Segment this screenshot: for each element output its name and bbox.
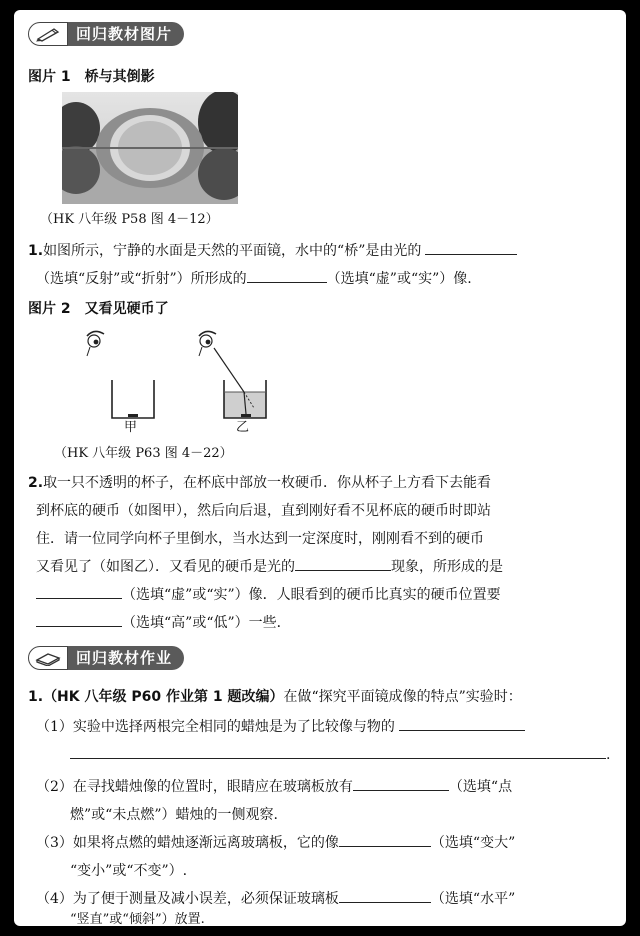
q1-line2: （选填“反射”或“折射”）所形成的 （选填“虚”或“实”）像. (36, 268, 472, 288)
coin-cup-diagram (78, 322, 278, 435)
light-ray (214, 348, 244, 392)
figure1-caption: （HK 八年级 P58 图 4－12） (40, 212, 219, 227)
answer-blank[interactable] (247, 268, 327, 283)
bridge-reflection-photo (62, 92, 238, 204)
answer-blank[interactable] (36, 612, 122, 627)
answer-blank[interactable] (295, 556, 391, 571)
q2-line1: 2.取一只不透明的杯子，在杯底中部放一枚硬币．你从杯子上方看下去能看 (28, 475, 492, 491)
q2-line2: 到杯底的硬币（如图甲），然后向后退，直到刚好看不见杯底的硬币时即站 (36, 503, 491, 519)
q2-line6: （选填“高”或“低”）一些． (36, 612, 291, 632)
hw1-part1: （1）实验中选择两根完全相同的蜡烛是为了比较像与物的 (36, 716, 525, 736)
hw1-part1-cont: . (70, 744, 610, 763)
answer-blank[interactable] (339, 832, 431, 847)
section-title: 回归教材作业 (68, 646, 184, 670)
label-jia: 甲 (124, 420, 138, 435)
eye-icon (199, 331, 216, 356)
answer-blank[interactable] (36, 584, 122, 599)
pencil-icon (28, 22, 68, 46)
answer-blank[interactable] (399, 716, 525, 731)
figure1-heading: 图片 1 桥与其倒影 (28, 69, 155, 85)
answer-blank[interactable] (339, 888, 431, 903)
eye-icon (87, 331, 104, 356)
answer-blank[interactable] (70, 744, 606, 759)
q2-line5: （选填“虚”或“实”）像．人眼看到的硬币比真实的硬币位置要 (36, 584, 501, 604)
hw1-part4: （4）为了便于测量及减小误差，必须保证玻璃板 （选填“水平” (36, 888, 515, 908)
q2-line3: 住．请一位同学向杯子里倒水，当水达到一定深度时，刚刚看不到的硬币 (36, 531, 484, 547)
worksheet-page (14, 10, 626, 926)
hw1-part3: （3）如果将点燃的蜡烛逐渐远离玻璃板，它的像 （选填“变大” (36, 832, 515, 852)
answer-blank[interactable] (425, 240, 517, 255)
label-yi: 乙 (236, 420, 250, 435)
section-title: 回归教材图片 (68, 22, 184, 46)
hw1-part4-cont: “竖直”或“倾斜”）放置. (70, 912, 205, 926)
q1-line1: 1.如图所示，宁静的水面是天然的平面镜，水中的“桥”是由光的 (28, 240, 517, 260)
book-icon (28, 646, 68, 670)
hw1-part2: （2）在寻找蜡烛像的位置时，眼睛应在玻璃板放有 （选填“点 (36, 776, 512, 796)
hw1-part2-cont: 燃”或“未点燃”）蜡烛的一侧观察. (70, 807, 278, 823)
hw1-part3-cont: “变小”或“不变”）. (70, 863, 188, 879)
hw1-line1: 1.（HK 八年级 P60 作业第 1 题改编）在做“探究平面镜成像的特点”实验时： (28, 689, 522, 705)
section-banner-textbook-figures (28, 22, 184, 46)
section-banner-textbook-homework (28, 646, 184, 670)
figure2-caption: （HK 八年级 P63 图 4－22） (54, 446, 233, 461)
q2-line4: 又看见了（如图乙）．又看见的硬币是光的 现象，所形成的是 (36, 556, 503, 576)
answer-blank[interactable] (353, 776, 449, 791)
figure2-heading: 图片 2 又看见硬币了 (28, 301, 169, 317)
